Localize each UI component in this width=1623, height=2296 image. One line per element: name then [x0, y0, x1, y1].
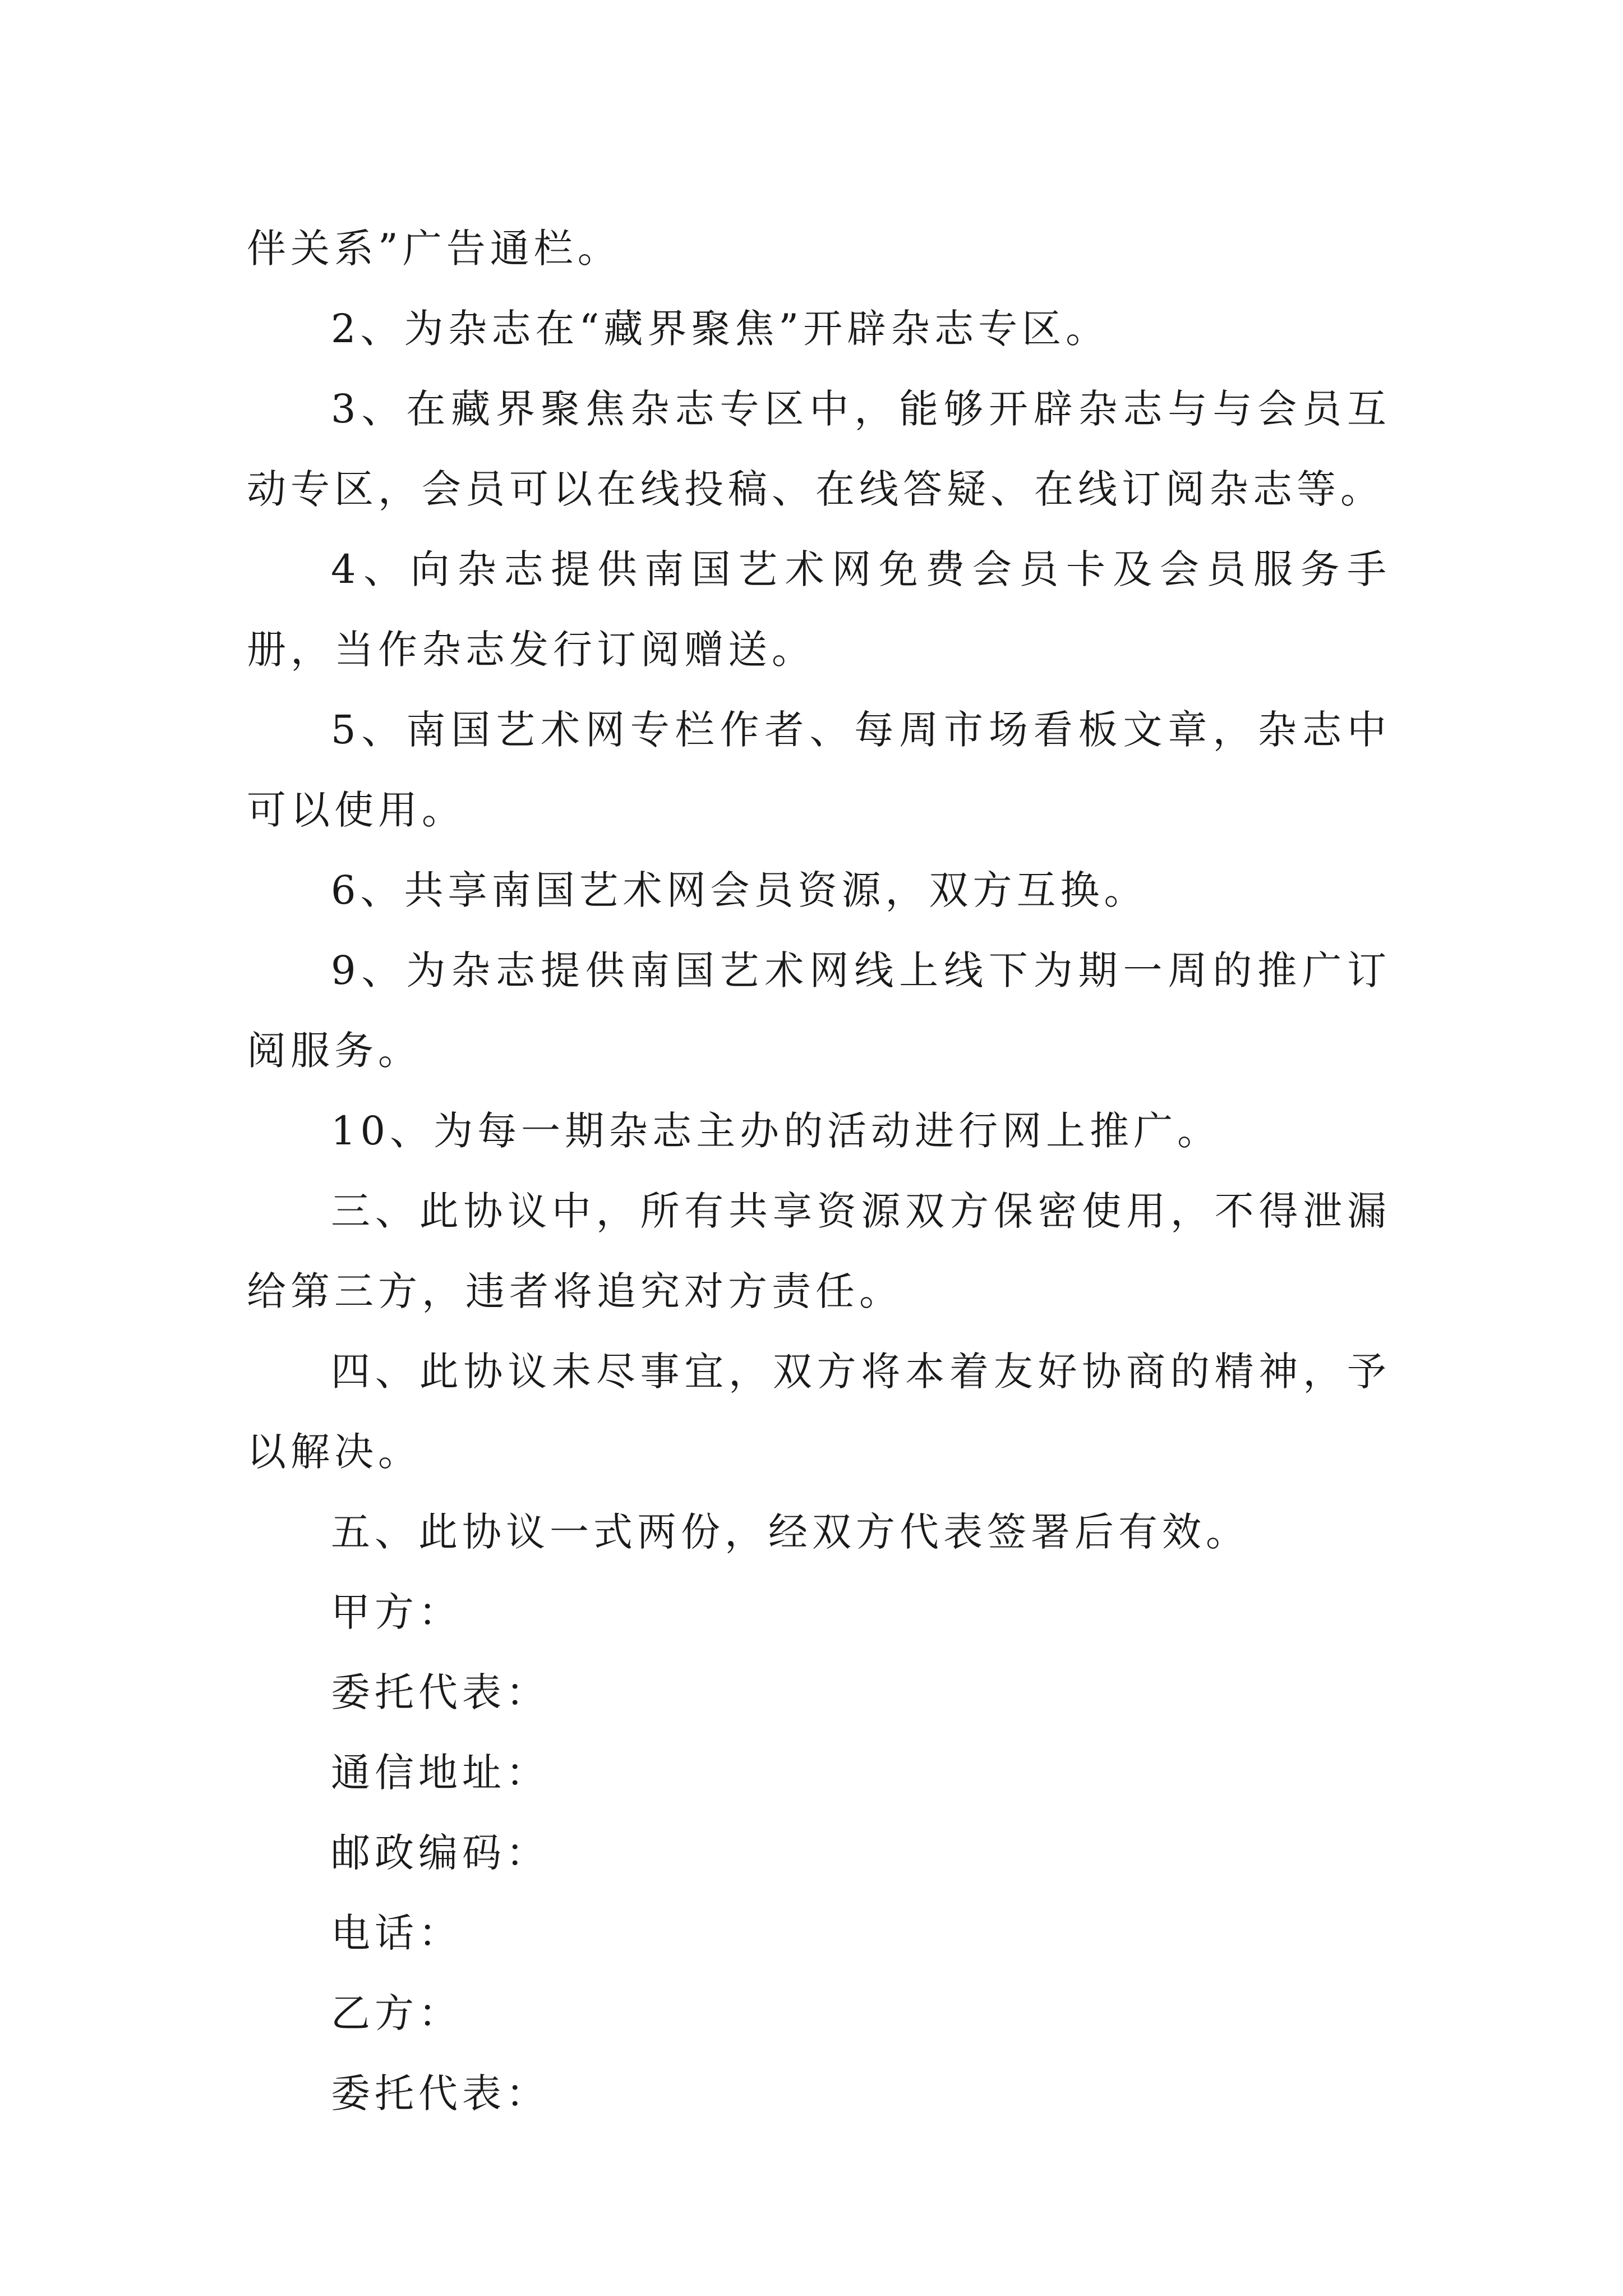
article-5: 五、此协议一式两份，经双方代表签署后有效。	[331, 1509, 1249, 1555]
party-b-label: 乙方：	[331, 1990, 462, 2036]
paragraph-continuation: 伴关系”广告通栏。	[247, 226, 621, 272]
article-3: 三、此协议中，所有共享资源双方保密使用，不得泄漏给第三方，违者将追究对方责任。	[247, 1188, 1391, 1314]
clause-6: 6、共享南国艺术网会员资源，双方互换。	[331, 867, 1148, 913]
clause-3: 3、在藏界聚焦杂志专区中，能够开辟杂志与与会员互动专区，会员可以在线投稿、在线答疑、在线订阅杂志等。	[247, 386, 1391, 512]
clause-10: 10、为每一期杂志主办的活动进行网上推广。	[331, 1108, 1221, 1154]
clause-5: 5、南国艺术网专栏作者、每周市场看板文章，杂志中可以使用。	[247, 707, 1391, 833]
party-b-representative-label: 委托代表：	[331, 2070, 550, 2116]
clause-9: 9、为杂志提供南国艺术网线上线下为期一周的推广订阅服务。	[247, 947, 1391, 1074]
party-a-phone-label: 电话：	[331, 1910, 462, 1956]
party-a-postcode-label: 邮政编码：	[331, 1830, 550, 1876]
article-4: 四、此协议未尽事宜，双方将本着友好协商的精神，予以解决。	[247, 1349, 1391, 1475]
party-a-representative-label: 委托代表：	[331, 1669, 550, 1715]
party-a-address-label: 通信地址：	[331, 1750, 550, 1796]
clause-2: 2、为杂志在“藏界聚焦”开辟杂志专区。	[331, 306, 1110, 352]
party-a-label: 甲方：	[331, 1589, 462, 1635]
document-body	[247, 209, 1391, 2134]
clause-4: 4、向杂志提供南国艺术网免费会员卡及会员服务手册，当作杂志发行订阅赠送。	[247, 546, 1391, 673]
